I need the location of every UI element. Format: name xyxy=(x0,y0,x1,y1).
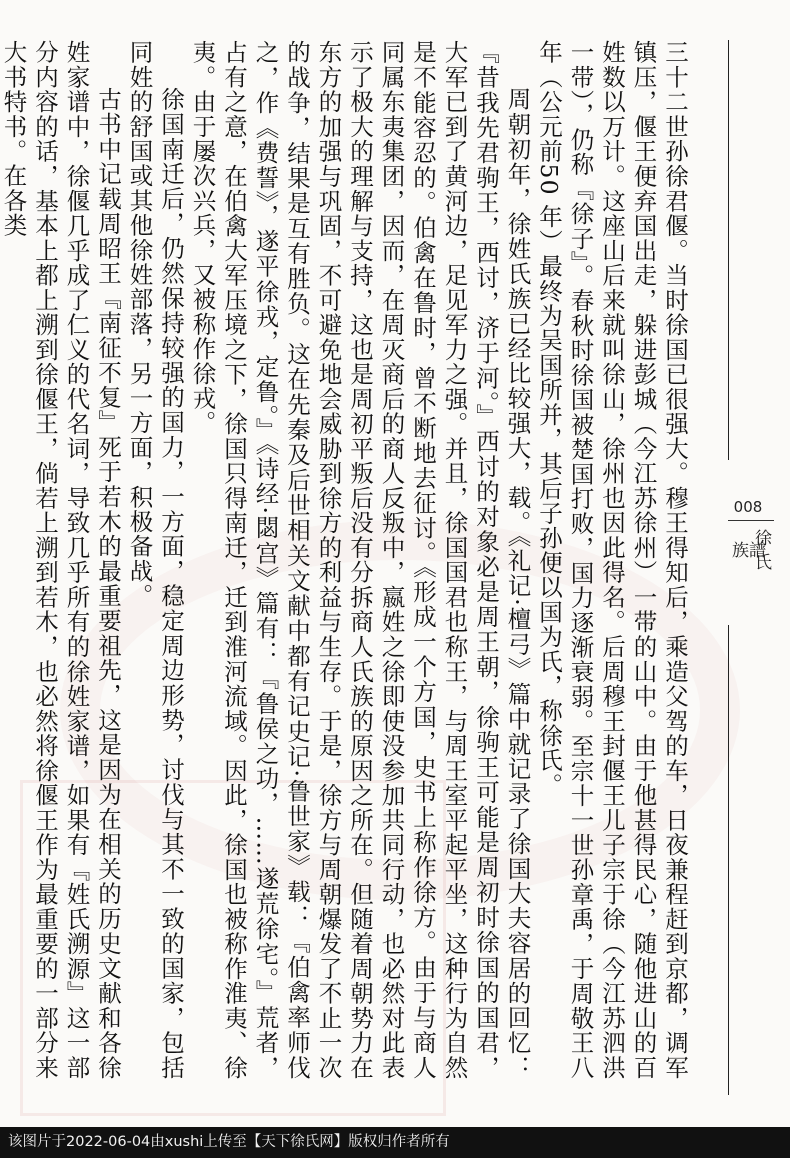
paragraph: 徐国南迁后，仍然保持较强的国力，一方面，稳定周边形势，讨伐与其不一致的国家，包括同姓的舒国或其他徐姓部落，另一方面，积极备战。 xyxy=(125,40,185,1080)
paragraph: 三十二世孙徐君偃。当时徐国已很强大。穆王得知后，乘造父驾的车，日夜兼程赶到京都，调军镇压，偃王便弃国出走，躲进彭城（今江苏徐州）一带的山中。由于他甚得民心，随他进山的百姓数以万计。这座山后来就叫徐山，徐州也因此得名。后周穆王封偃王儿子宗于徐（今江苏泗洪一带），仍称『徐子』。春秋时徐国被楚国打败，国力逐渐衰弱。至宗十一世孙章禹，于周敬王八年（公元前50 年）最终为吴国所并，其后子孙便以国为氏，称徐氏。 xyxy=(535,40,689,1080)
page-number-rule xyxy=(728,520,774,521)
book-title-char: 族譜 xyxy=(732,541,766,561)
upload-caption: 该图片于2022-06-04由xushi上传至【天下徐氏网】版权归作者所有 xyxy=(0,1127,790,1158)
body-text xyxy=(0,40,690,1080)
header-rule-bottom xyxy=(728,625,729,1095)
paragraph: 古书中记载周昭王『南征不复』死于若木的最重要祖先，这是因为在相关的历史文献和各徐姓家谱中，徐偃几乎成了仁义的代名词，导致几乎所有的徐姓家谱，如果有『姓氏溯源』这一部分内容的话，基本上都上溯到徐偃王，倘若上溯到若木，也必然将徐偃王作为最重要的一部分来大书特书。在各类 xyxy=(0,40,122,1080)
book-title-char: 徐 xyxy=(755,529,772,549)
book-title-mark xyxy=(730,528,776,590)
page-number: 008 xyxy=(733,498,763,516)
paragraph: 周朝初年，徐姓氏族已经比较强大，载。《礼记·檀弓》篇中就记录了徐国大夫容居的回忆：『昔我先君驹王，西讨，济于河。』西讨的对象必是周王朝，徐驹王可能是周初时徐国的国君，大军已到了黄河边，足见军力之强。并且，徐国国君也称王，与周王室平起平坐，这种行为自然是不能容忍的。伯禽在鲁时，曾不断地去征讨。《形成一个方国，史书上称作徐方。由于与商人同属东夷集团，因而，在周灭商后的商人反叛中，嬴姓之徐即使没参加共同行动，也必然对此表示了极大的理解与支持，这也是周初平叛后没有分拆商人氏族的原因之所在。但随着周朝势力在东方的加强与巩固，不可避免地会威胁到徐方的利益与生存。于是，徐方与周朝爆发了不止一次的战争，结果是互有胜负。这在先秦及后世相关文献中都有记史记·鲁世家》载：『伯禽率师伐之，作《费誓》，遂平徐戎，定鲁。』《诗经·閟宫》篇有：『鲁侯之功，……遂荒徐宅。』荒者，占有之意，在伯禽大军压境之下，徐国只得南迁，迁到淮河流域。因此，徐国也被称作淮夷、徐夷。由于屡次兴兵，又被称作徐戎。 xyxy=(188,40,532,1080)
book-title-char: 氏 xyxy=(755,553,772,573)
header-rule-top xyxy=(728,40,729,460)
